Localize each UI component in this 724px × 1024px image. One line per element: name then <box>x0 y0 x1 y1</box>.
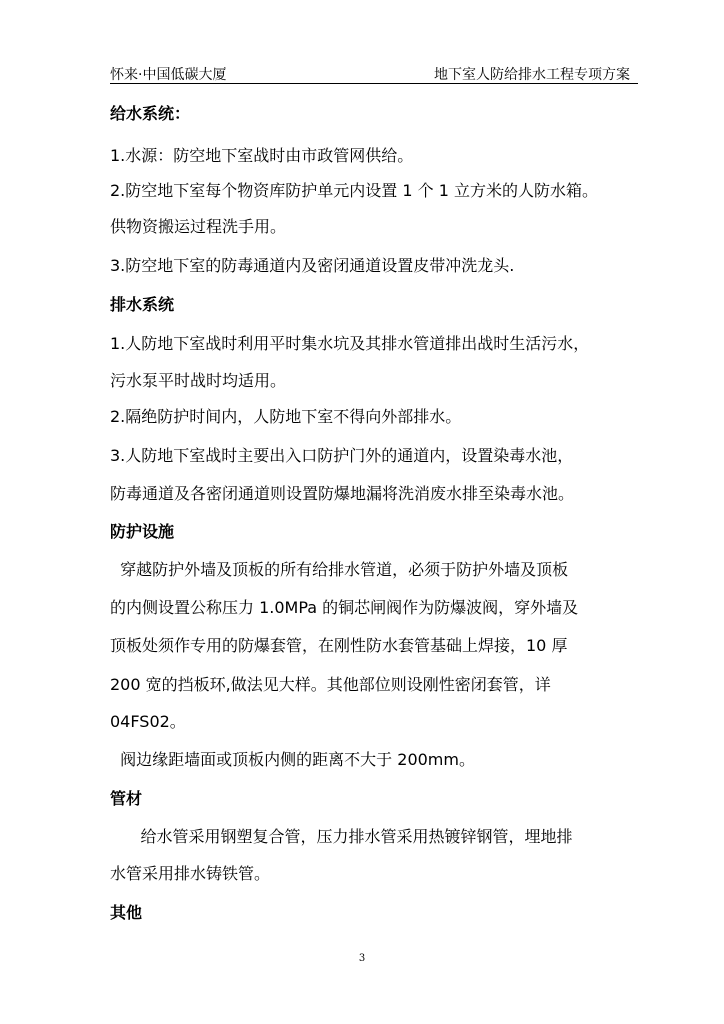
paragraph-line: 顶板处须作专用的防爆套管，在刚性防水套管基础上焊接，10 厚 <box>110 636 568 655</box>
heading-water-supply: 给水系统： <box>110 104 191 123</box>
heading-pipe-material: 管材 <box>110 789 143 808</box>
page-number: 3 <box>358 953 366 964</box>
paragraph-line: 3.防空地下室的防毒通道内及密闭通道设置皮带冲洗龙头. <box>110 256 515 275</box>
heading-drainage: 排水系统 <box>110 295 175 314</box>
paragraph-line: 水管采用排水铸铁管。 <box>110 864 271 883</box>
heading-protection: 防护设施 <box>110 522 175 541</box>
paragraph-line: 供物资搬运过程洗手用。 <box>110 217 287 236</box>
paragraph-line: 2.隔绝防护时间内，人防地下室不得向外部排水。 <box>110 407 462 426</box>
header-project-name: 怀来·中国低碳大厦 <box>110 67 322 84</box>
paragraph-line: 阀边缘距墙面或顶板内侧的距离不大于 200mm。 <box>110 750 475 769</box>
paragraph-line: 200 宽的挡板环,做法见大样。其他部位则设刚性密闭套管，详 <box>110 675 551 694</box>
paragraph-line: 穿越防护外墙及顶板的所有给排水管道，必须于防护外墙及顶板 <box>110 560 569 579</box>
paragraph-line: 1.人防地下室战时利用平时集水坑及其排水管道排出战时生活污水， <box>110 334 590 353</box>
paragraph-line: 04FS02。 <box>110 712 186 731</box>
paragraph-line: 给水管采用钢塑复合管，压力排水管采用热镀锌钢管，埋地排 <box>110 827 573 846</box>
heading-other: 其他 <box>110 903 143 922</box>
paragraph-line: 污水泵平时战时均适用。 <box>110 371 287 390</box>
header-document-title <box>322 67 638 84</box>
paragraph-line: 3.人防地下室战时主要出入口防护门外的通道内，设置染毒水池， <box>110 446 574 465</box>
paragraph-line: 1.水源：防空地下室战时由市政管网供给。 <box>110 146 414 165</box>
paragraph-line: 2.防空地下室每个物资库防护单元内设置 1 个 1 立方米的人防水箱。 <box>110 181 598 200</box>
paragraph-line: 的内侧设置公称压力 1.0MPa 的铜芯闸阀作为防爆波阀，穿外墙及 <box>110 598 579 617</box>
header-title-text: 地下室人防给排水工程专项方案 <box>434 67 630 83</box>
paragraph-line: 防毒通道及各密闭通道则设置防爆地漏将洗消废水排至染毒水池。 <box>110 484 575 503</box>
